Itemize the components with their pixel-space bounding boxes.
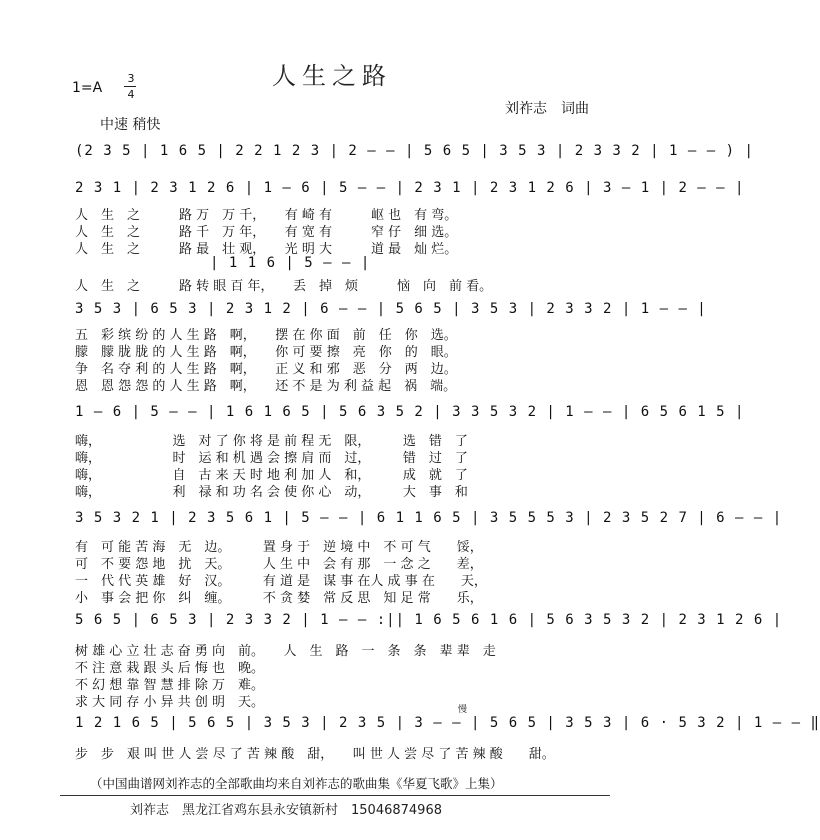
system-7-lyric-1: 步 步 艰 叫 世 人 尝 尽 了 苦 辣 酸 甜， 叫 世 人 尝 尽 了 苦 辣 酸 甜。 <box>75 747 555 762</box>
system-3-lyric-1: 五 彩 缤 纷 的 人 生 路 啊， 摆 在 你 面 前 任 你 选。 <box>75 328 457 343</box>
system-4-lyric-4: 嗨， 利 禄 和 功 名 会 使 你 心 动， 大 事 和 <box>75 485 468 500</box>
time-signature-top: 3 <box>127 72 135 85</box>
system-6-lyric-1: 树 雄 心 立 壮 志 奋 勇 向 前。 人 生 路 一 条 条 辈 辈 走 <box>75 644 496 659</box>
credit: 刘祚志 词曲 <box>505 101 589 117</box>
system-6-lyric-4: 求 大 同 存 小 异 共 创 明 天。 <box>75 695 265 710</box>
key-signature: 1=A <box>72 80 103 96</box>
system-1-lyric-3: 人 生 之 路 最 壮 观， 光 明 大 道 最 灿 烂。 <box>75 242 458 257</box>
system-5-notes: 3 5 3 2 1 | 2 3 5 6 1 | 5 — — | 6 1 1 6 5 | 3 5 5 5 3 | 2 3 5 2 7 | 6 — — | <box>75 510 783 526</box>
system-3-lyric-4: 恩 恩 怨 怨 的 人 生 路 啊， 还 不 是 为 利 益 起 祸 端。 <box>75 379 457 394</box>
system-7-notes: 1 2 1 6 5 | 5 6 5 | 3 5 3 | 2 3 5 | 3 — — | 5 6 5 | 3 5 3 | 6 · 5 3 2 | 1 — — ‖ <box>75 715 820 731</box>
system-5-lyric-1: 有 可 能 苦 海 无 边。 置 身 于 逆 境 中 不 可 气 馁， <box>75 540 483 555</box>
system-5-lyric-3: 一 代 代 英 雄 好 汉。 有 道 是 谋 事 在人 成 事 在 天， <box>75 574 487 589</box>
system-6-lyric-2: 不 注 意 栽 跟 头 后 悔 也 晚。 <box>75 661 265 676</box>
footer-note: （中国曲谱网刘祚志的全部歌曲均来自刘祚志的歌曲集《华夏飞歌》上集） <box>90 776 503 791</box>
system-2-lyric-1: 人 生 之 路 转 眼 百 年， 丢 掉 烦 恼 向 前 看。 <box>75 279 493 294</box>
time-signature-divider <box>124 86 136 87</box>
song-title: 人生之路 <box>272 62 392 90</box>
system-3-lyric-2: 朦 朦 胧 胧 的 人 生 路 啊， 你 可 要 擦 亮 你 的 眼。 <box>75 345 457 360</box>
system-4-lyric-1: 嗨， 选 对 了 你 将 是 前 程 无 限， 选 错 了 <box>75 434 468 449</box>
time-signature-bottom: 4 <box>127 88 135 101</box>
system-6-notes: 5 6 5 | 6 5 3 | 2 3 3 2 | 1 — — :|| 1 6 5 6 1 6 | 5 6 3 5 3 2 | 2 3 1 2 6 | <box>75 612 783 628</box>
system-0-notes: (2 3 5 | 1 6 5 | 2 2 1 2 3 | 2 — — | 5 6 5 | 3 5 3 | 2 3 3 2 | 1 — — ) | <box>75 143 754 159</box>
tempo-marking: 中速 稍快 <box>100 117 161 133</box>
system-3-notes: 3 5 3 | 6 5 3 | 2 3 1 2 | 6 — — | 5 6 5 | 3 5 3 | 2 3 3 2 | 1 — — | <box>75 301 707 317</box>
slow-marker: 慢 <box>458 705 468 715</box>
system-4-lyric-2: 嗨， 时 运 和 机 遇 会 擦 肩 而 过， 错 过 了 <box>75 451 468 466</box>
system-4-lyric-3: 嗨， 自 古 来 天 时 地 利 加 人 和， 成 就 了 <box>75 468 468 483</box>
system-5-lyric-4: 小 事 会 把 你 纠 缠。 不 贪 婪 常 反 思 知 足 常 乐， <box>75 591 483 606</box>
system-6-lyric-3: 不 幻 想 靠 智 慧 排 除 万 难。 <box>75 678 265 693</box>
system-3-lyric-3: 争 名 夺 利 的 人 生 路 啊， 正 义 和 邪 恶 分 两 边。 <box>75 362 457 377</box>
system-2-notes: | 1 1 6 | 5 — — | <box>210 255 371 271</box>
system-4-notes: 1 — 6 | 5 — — | 1 6 1 6 5 | 5 6 3 5 2 | 3 3 5 3 2 | 1 — — | 6 5 6 1 5 | <box>75 404 745 420</box>
footer-divider <box>60 795 610 796</box>
footer-contact-cropped: 刘祚志 黑龙江省鸡东县永安镇新村 15046874968 <box>130 803 442 818</box>
system-1-notes: 2 3 1 | 2 3 1 2 6 | 1 — 6 | 5 — — | 2 3 1 | 2 3 1 2 6 | 3 — 1 | 2 — — | <box>75 180 745 196</box>
system-1-lyric-1: 人 生 之 路 万 万 千， 有 崎 有 岖 也 有 弯。 <box>75 208 458 223</box>
system-1-lyric-2: 人 生 之 路 千 万 年， 有 宽 有 窄 仔 细 选。 <box>75 225 458 240</box>
system-5-lyric-2: 可 不 要 怨 地 扰 天。 人 生 中 会 有 那 一 念 之 差， <box>75 557 483 572</box>
